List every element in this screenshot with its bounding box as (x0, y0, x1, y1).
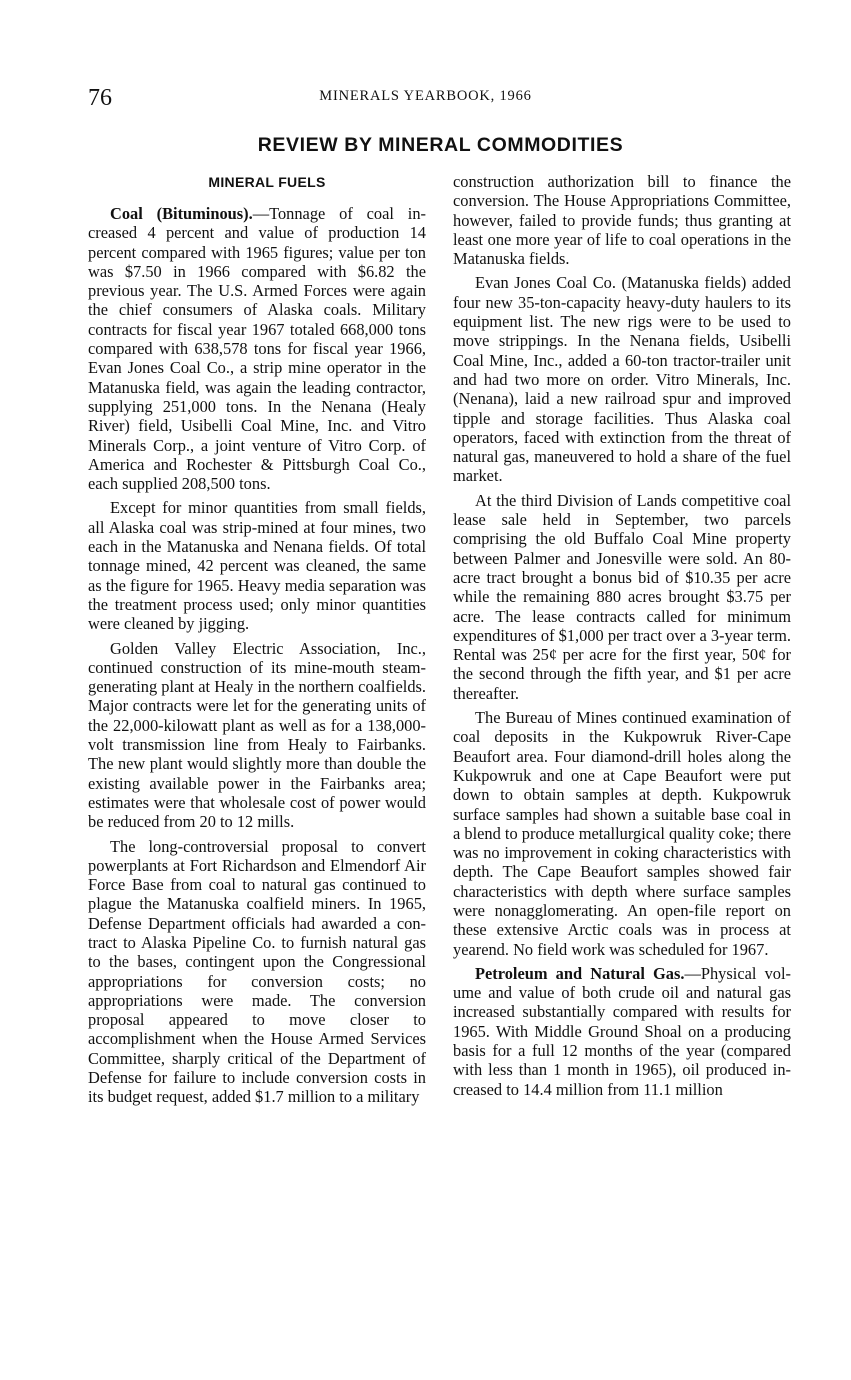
paragraph-continued: construction authorization bill to finance the conversion. The House Appropriations Committee, however, failed to provide funds; thus granting at least one more year of life to coal operations in the Matanuska fields. (453, 172, 791, 269)
paragraph-text: —Physical volume and value of both crude oil and natural gas increased substantially compared with results for 1965. With Middle Ground Shoal on a producing basis for a full 12 months of the year (compared with less than 1 month in 1965), oil produced increased to 14.4 million from 11.1 million (453, 963, 791, 1099)
paragraph-petroleum-natural-gas (453, 964, 791, 1099)
paragraph-strip-mining: Except for minor quantities from small fields, all Alaska coal was strip-mined at four mines, two each in the Matanuska and Nenana fields. Of total tonnage mined, 42 percent was cleaned, the same as the figure for 1965. Heavy media separation was the treatment process used; only minor quantities were cleaned by jigging. (88, 498, 426, 634)
lead-in-coal-bituminous: Coal (Bituminous). (110, 204, 253, 223)
right-column (453, 172, 791, 1104)
paragraph-bureau-of-mines: The Bureau of Mines continued examination of coal deposits in the Kukpowruk River-Cape Beaufort area. Four diamond-drill holes along the Kukpowruk and one at Cape Beaufort were put down to obtain samples at depth. Kukpowruk surface samples had shown a suitable base coal in a blend to produce metallurgical quality coke; there was no improvement in coking characteristics with depth. The Cape Beaufort samples showed fair characteristics with depth where surface samples were nonagglomerating. An open-file report on these extensive Arctic coals was in process at yearend. No field work was scheduled for 1967. (453, 708, 791, 959)
paragraph-conversion-proposal: The long-controversial proposal to convert powerplants at Fort Richardson and Elmendorf Air Force Base from coal to natural gas continued to plague the Matanuska coalfield miners. In 1965, Defense Department officials had awarded a contract to Alaska Pipeline Co. to furnish natural gas to the bases, contingent upon the Congressional appropriations for conversion costs; no appropriations were made. The conversion proposal appeared to move closer to accomplishment when the House Armed Services Committee, sharply critical of the Department of Defense for failure to include conversion costs in its budget request, added $1.7 million to a military (88, 836, 426, 1107)
page-number: 76 (88, 85, 112, 111)
paragraph-text: —Tonnage of coal increased 4 percent and value of production 14 percent compared with 1965 figures; value per ton was $7.50 in 1966 compared with $6.82 the previous year. The U.S. Armed Forces were again the chief consumers of Alaska coals. Military contracts for fiscal year 1967 totaled 668,000 tons compared with 638,578 tons for fiscal year 1966, Evan Jones Coal Co., a strip mine operator in the Matanuska field, was again the leading contractor, supplying 251,000 tons. In the Nenana (Healy River) field, Usibelli Coal Mine, Inc. and Vitro Minerals Corp., a joint venture of Vitro Corp. of America and Rochester & Pittsburgh Coal Co., each supplied 208,500 tons. (88, 204, 426, 494)
paragraph-coal-bituminous (88, 204, 426, 493)
left-column (88, 172, 426, 1112)
paragraph-lease-sale: At the third Division of Lands competitive coal lease sale held in September, two parcels comprising the old Buffalo Coal Mine property between Palmer and Jonesville were sold. An 80-acre tract brought a bonus bid of $10.35 per acre while the remaining 880 acres brought $3.75 per acre. The lease contracts called for minimum expenditures of $1,000 per tract over a 3-year term. Rental was 25¢ per acre for the first year, 50¢ for the second through the fifth year, and $1 per acre thereafter. (453, 490, 791, 703)
paragraph-evan-jones: Evan Jones Coal Co. (Matanuska fields) added four new 35-ton-capacity heavy-duty haulers to its equipment list. The new rigs were to be used to move strippings. In the Nenana fields, Usibelli Coal Mine, Inc., added a 60-ton tractor-trailer unit and had two more on order. Vitro Minerals, Inc. (Nenana), laid a new railroad spur and improved tipple and storage facilities. Thus Alaska coal operators, faced with extinction from the threat of natural gas, maneuvered to hold a share of the fuel market. (453, 273, 791, 486)
subheading-mineral-fuels: MINERAL FUELS (208, 174, 326, 190)
section-title: REVIEW BY MINERAL COMMODITIES (257, 134, 624, 156)
paragraph-golden-valley: Golden Valley Electric Association, Inc., continued construction of its mine-mouth steam-generating plant at Healy in the northern coalfields. Major contracts were let for the generating units of the 22,000-kilowatt plant as well as for a 138,000-volt transmission line from Healy to Fairbanks. The new plant would slightly more than double the existing available power in the Fairbanks area; estimates were that wholesale cost of power would be reduced from 20 to 12 mills. (88, 638, 426, 832)
running-head: MINERALS YEARBOOK, 1966 (319, 88, 532, 104)
lead-in-petroleum: Petroleum and Natural Gas. (475, 963, 685, 983)
